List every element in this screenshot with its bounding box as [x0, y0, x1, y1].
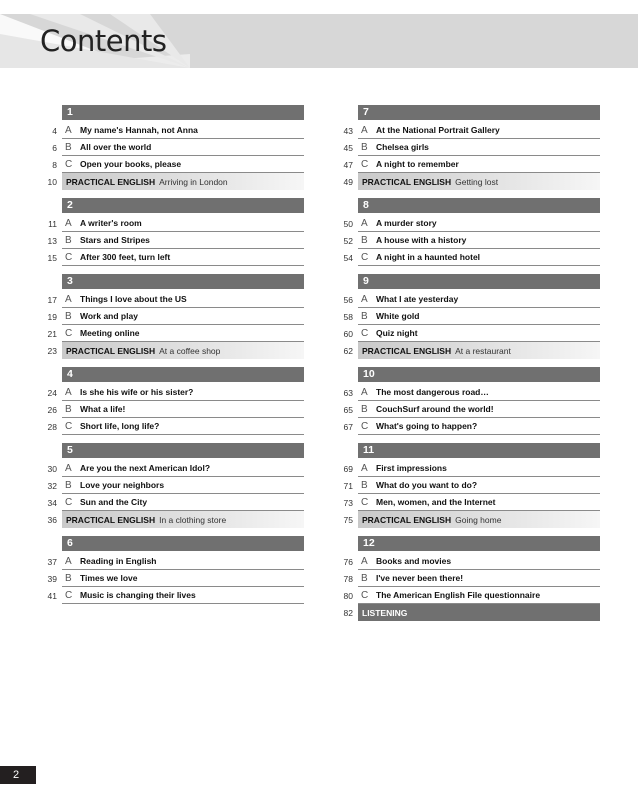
- page-ref: 19: [47, 311, 57, 322]
- unit-section: [40, 198, 304, 266]
- practical-english-title: In a clothing store: [159, 514, 227, 525]
- page-ref: 71: [343, 480, 353, 491]
- lesson-letter: A: [361, 293, 368, 305]
- unit-section: [336, 367, 600, 435]
- unit-section: [336, 536, 600, 621]
- lesson-row[interactable]: [40, 553, 304, 570]
- lesson-title: Is she his wife or his sister?: [80, 387, 194, 397]
- lesson-cell: [358, 249, 600, 266]
- lesson-cell: [62, 139, 304, 156]
- lesson-cell: [62, 570, 304, 587]
- lesson-title: The most dangerous road…: [376, 387, 489, 397]
- lesson-letter: B: [361, 479, 368, 491]
- lesson-title: Music is changing their lives: [80, 590, 196, 600]
- lesson-row[interactable]: [40, 494, 304, 511]
- lesson-letter: A: [361, 124, 368, 136]
- practical-english-label: PRACTICAL ENGLISH: [362, 176, 452, 187]
- lesson-cell: [358, 401, 600, 418]
- page-ref: 75: [343, 514, 353, 525]
- lesson-cell: [62, 401, 304, 418]
- lesson-cell: [62, 291, 304, 308]
- lesson-letter: A: [65, 293, 72, 305]
- lesson-letter: B: [361, 572, 368, 584]
- lesson-cell: [62, 418, 304, 435]
- page-ref: 28: [47, 421, 57, 432]
- lesson-letter: A: [65, 217, 72, 229]
- page-ref: 43: [343, 125, 353, 136]
- lesson-cell: [358, 587, 600, 604]
- practical-english-label: PRACTICAL ENGLISH: [66, 176, 156, 187]
- page-ref: 67: [343, 421, 353, 432]
- lesson-row[interactable]: [336, 215, 600, 232]
- page-ref: 21: [47, 328, 57, 339]
- lesson-title: My name's Hannah, not Anna: [80, 125, 198, 135]
- unit-header: 8: [358, 198, 600, 213]
- lesson-letter: B: [361, 403, 368, 415]
- practical-english-title: At a restaurant: [455, 345, 511, 356]
- page-ref: 69: [343, 463, 353, 474]
- lesson-title: A night to remember: [376, 159, 459, 169]
- page-ref: 76: [343, 556, 353, 567]
- lesson-title: Reading in English: [80, 556, 157, 566]
- lesson-letter: A: [361, 462, 368, 474]
- lesson-title: A writer's room: [80, 218, 142, 228]
- contents-column-left: [40, 105, 304, 604]
- unit-header: 11: [358, 443, 600, 458]
- lesson-title: A house with a history: [376, 235, 467, 245]
- unit-header: 4: [62, 367, 304, 382]
- lesson-row[interactable]: [336, 553, 600, 570]
- practical-english-cell: [62, 173, 304, 190]
- page-ref: 32: [47, 480, 57, 491]
- lesson-letter: C: [361, 589, 369, 601]
- lesson-letter: A: [65, 462, 72, 474]
- page-ref: 60: [343, 328, 353, 339]
- lesson-row[interactable]: [336, 494, 600, 511]
- lesson-title: At the National Portrait Gallery: [376, 125, 500, 135]
- lesson-row[interactable]: [336, 325, 600, 342]
- page-ref: 6: [52, 142, 57, 153]
- lesson-letter: B: [361, 310, 368, 322]
- lesson-cell: [358, 477, 600, 494]
- lesson-row[interactable]: [336, 232, 600, 249]
- unit-header: 5: [62, 443, 304, 458]
- lesson-row[interactable]: [40, 460, 304, 477]
- lesson-letter: C: [65, 158, 73, 170]
- lesson-letter: A: [361, 555, 368, 567]
- lesson-letter: B: [65, 479, 72, 491]
- page-ref: 63: [343, 387, 353, 398]
- listening-row[interactable]: [336, 604, 600, 621]
- practical-english-row[interactable]: [40, 342, 304, 359]
- lesson-row[interactable]: [336, 418, 600, 435]
- lesson-letter: A: [361, 386, 368, 398]
- lesson-letter: C: [65, 496, 73, 508]
- lesson-letter: B: [65, 234, 72, 246]
- page-ref: 78: [343, 573, 353, 584]
- practical-english-title: Arriving in London: [159, 176, 228, 187]
- practical-english-label: PRACTICAL ENGLISH: [362, 514, 452, 525]
- practical-english-cell: [358, 173, 600, 190]
- page-ref: 4: [52, 125, 57, 136]
- lesson-title: Quiz night: [376, 328, 418, 338]
- unit-header: 12: [358, 536, 600, 551]
- lesson-row[interactable]: [336, 156, 600, 173]
- lesson-cell: [358, 553, 600, 570]
- lesson-row[interactable]: [336, 460, 600, 477]
- page-ref: 17: [47, 294, 57, 305]
- lesson-title: A murder story: [376, 218, 437, 228]
- lesson-row[interactable]: [40, 401, 304, 418]
- lesson-cell: [358, 325, 600, 342]
- unit-header: 3: [62, 274, 304, 289]
- lesson-cell: [62, 460, 304, 477]
- practical-english-cell: [358, 342, 600, 359]
- practical-english-title: At a coffee shop: [159, 345, 221, 356]
- practical-english-label: PRACTICAL ENGLISH: [362, 345, 452, 356]
- unit-section: [40, 274, 304, 359]
- page-header: [0, 14, 638, 68]
- unit-header: 9: [358, 274, 600, 289]
- lesson-letter: C: [361, 496, 369, 508]
- unit-header: 1: [62, 105, 304, 120]
- page-ref: 73: [343, 497, 353, 508]
- contents-column-right: [336, 105, 600, 621]
- lesson-letter: C: [361, 420, 369, 432]
- lesson-title: The American English File questionnaire: [376, 590, 541, 600]
- lesson-cell: [358, 308, 600, 325]
- lesson-row[interactable]: [40, 215, 304, 232]
- lesson-letter: C: [65, 420, 73, 432]
- unit-section: [40, 536, 304, 604]
- practical-english-row[interactable]: [40, 511, 304, 528]
- practical-english-title: Getting lost: [455, 176, 499, 187]
- page-ref: 30: [47, 463, 57, 474]
- lesson-cell: [358, 418, 600, 435]
- page-ref: 26: [47, 404, 57, 415]
- lesson-row[interactable]: [40, 122, 304, 139]
- page-ref: 49: [343, 176, 353, 187]
- lesson-title: Times we love: [80, 573, 138, 583]
- lesson-letter: A: [65, 124, 72, 136]
- lesson-cell: [62, 308, 304, 325]
- lesson-title: Short life, long life?: [80, 421, 160, 431]
- page-ref: 39: [47, 573, 57, 584]
- lesson-row[interactable]: [40, 477, 304, 494]
- unit-section: [336, 443, 600, 528]
- lesson-cell: [358, 122, 600, 139]
- page-ref: 8: [52, 159, 57, 170]
- page-ref: 65: [343, 404, 353, 415]
- lesson-row[interactable]: [40, 570, 304, 587]
- lesson-cell: [62, 553, 304, 570]
- lesson-cell: [358, 139, 600, 156]
- lesson-title: Love your neighbors: [80, 480, 165, 490]
- lesson-letter: C: [361, 327, 369, 339]
- page-ref: 13: [47, 235, 57, 246]
- unit-section: [40, 443, 304, 528]
- lesson-row[interactable]: [336, 249, 600, 266]
- lesson-cell: [62, 477, 304, 494]
- lesson-title: CouchSurf around the world!: [376, 404, 494, 414]
- page-ref: 47: [343, 159, 353, 170]
- page-ref: 45: [343, 142, 353, 153]
- page-ref: 34: [47, 497, 57, 508]
- lesson-row[interactable]: [40, 156, 304, 173]
- lesson-letter: C: [361, 158, 369, 170]
- lesson-letter: C: [65, 589, 73, 601]
- lesson-row[interactable]: [40, 308, 304, 325]
- lesson-letter: C: [361, 251, 369, 263]
- page-number: 2: [0, 766, 36, 784]
- lesson-row[interactable]: [40, 384, 304, 401]
- unit-section: [40, 105, 304, 190]
- page-ref: 54: [343, 252, 353, 263]
- lesson-row[interactable]: [40, 418, 304, 435]
- lesson-cell: [62, 587, 304, 604]
- lesson-cell: [358, 291, 600, 308]
- unit-section: [40, 367, 304, 435]
- lesson-letter: A: [361, 217, 368, 229]
- unit-header: 7: [358, 105, 600, 120]
- lesson-title: First impressions: [376, 463, 447, 473]
- lesson-row[interactable]: [40, 291, 304, 308]
- lesson-letter: B: [361, 141, 368, 153]
- page-ref: 56: [343, 294, 353, 305]
- lesson-cell: [62, 215, 304, 232]
- lesson-cell: [62, 325, 304, 342]
- practical-english-row[interactable]: [336, 342, 600, 359]
- page-ref: 37: [47, 556, 57, 567]
- lesson-cell: [358, 232, 600, 249]
- lesson-cell: [358, 156, 600, 173]
- lesson-title: White gold: [376, 311, 420, 321]
- page-ref: 52: [343, 235, 353, 246]
- lesson-title: Men, women, and the Internet: [376, 497, 496, 507]
- practical-english-label: PRACTICAL ENGLISH: [66, 514, 156, 525]
- lesson-row[interactable]: [336, 308, 600, 325]
- lesson-letter: A: [65, 555, 72, 567]
- unit-header: 10: [358, 367, 600, 382]
- lesson-title: What I ate yesterday: [376, 294, 459, 304]
- listening-cell: [358, 604, 600, 621]
- practical-english-label: PRACTICAL ENGLISH: [66, 345, 156, 356]
- lesson-cell: [62, 122, 304, 139]
- practical-english-row[interactable]: [336, 173, 600, 190]
- lesson-row[interactable]: [336, 139, 600, 156]
- page-ref: 80: [343, 590, 353, 601]
- lesson-title: What's going to happen?: [376, 421, 478, 431]
- lesson-letter: B: [65, 141, 72, 153]
- lesson-title: Stars and Stripes: [80, 235, 150, 245]
- page-ref: 15: [47, 252, 57, 263]
- lesson-row[interactable]: [40, 232, 304, 249]
- lesson-cell: [62, 384, 304, 401]
- unit-header: 6: [62, 536, 304, 551]
- lesson-title: Open your books, please: [80, 159, 182, 169]
- lesson-title: Are you the next American Idol?: [80, 463, 211, 473]
- lesson-cell: [62, 232, 304, 249]
- practical-english-row[interactable]: [336, 511, 600, 528]
- page-ref: 82: [343, 607, 353, 618]
- lesson-title: Sun and the City: [80, 497, 148, 507]
- lesson-title: A night in a haunted hotel: [376, 252, 481, 262]
- lesson-row[interactable]: [336, 122, 600, 139]
- lesson-cell: [358, 215, 600, 232]
- lesson-row[interactable]: [336, 384, 600, 401]
- unit-section: [336, 274, 600, 359]
- lesson-row[interactable]: [40, 587, 304, 604]
- lesson-letter: C: [65, 327, 73, 339]
- page-ref: 24: [47, 387, 57, 398]
- lesson-letter: B: [65, 403, 72, 415]
- lesson-cell: [62, 249, 304, 266]
- lesson-title: Meeting online: [80, 328, 140, 338]
- page-ref: 11: [48, 218, 57, 229]
- lesson-title: Books and movies: [376, 556, 452, 566]
- lesson-letter: B: [361, 234, 368, 246]
- unit-section: [336, 105, 600, 190]
- lesson-row[interactable]: [336, 401, 600, 418]
- page-ref: 50: [343, 218, 353, 229]
- lesson-row[interactable]: [40, 325, 304, 342]
- lesson-cell: [358, 494, 600, 511]
- lesson-cell: [62, 156, 304, 173]
- practical-english-cell: [62, 342, 304, 359]
- page-ref: 58: [343, 311, 353, 322]
- lesson-row[interactable]: [40, 139, 304, 156]
- lesson-cell: [358, 460, 600, 477]
- lesson-title: Chelsea girls: [376, 142, 429, 152]
- lesson-cell: [358, 570, 600, 587]
- lesson-title: What do you want to do?: [376, 480, 478, 490]
- page-ref: 23: [47, 345, 57, 356]
- lesson-letter: B: [65, 310, 72, 322]
- page-ref: 41: [47, 590, 57, 601]
- page-ref: 62: [343, 345, 353, 356]
- practical-english-row[interactable]: [40, 173, 304, 190]
- lesson-cell: [62, 494, 304, 511]
- lesson-title: All over the world: [80, 142, 152, 152]
- lesson-title: I've never been there!: [376, 573, 464, 583]
- lesson-cell: [358, 384, 600, 401]
- page-ref: 10: [47, 176, 57, 187]
- lesson-title: Things I love about the US: [80, 294, 187, 304]
- lesson-row[interactable]: [336, 587, 600, 604]
- unit-header: 2: [62, 198, 304, 213]
- page-title: Contents: [40, 24, 167, 58]
- lesson-letter: A: [65, 386, 72, 398]
- practical-english-cell: [62, 511, 304, 528]
- lesson-row[interactable]: [336, 477, 600, 494]
- lesson-title: After 300 feet, turn left: [80, 252, 171, 262]
- page-ref: 36: [47, 514, 57, 525]
- lesson-letter: C: [65, 251, 73, 263]
- lesson-row[interactable]: [40, 249, 304, 266]
- lesson-row[interactable]: [336, 291, 600, 308]
- lesson-title: Work and play: [80, 311, 138, 321]
- lesson-title: What a life!: [80, 404, 126, 414]
- unit-section: [336, 198, 600, 266]
- lesson-letter: B: [65, 572, 72, 584]
- practical-english-cell: [358, 511, 600, 528]
- lesson-row[interactable]: [336, 570, 600, 587]
- listening-label: LISTENING: [362, 607, 408, 618]
- practical-english-title: Going home: [455, 514, 502, 525]
